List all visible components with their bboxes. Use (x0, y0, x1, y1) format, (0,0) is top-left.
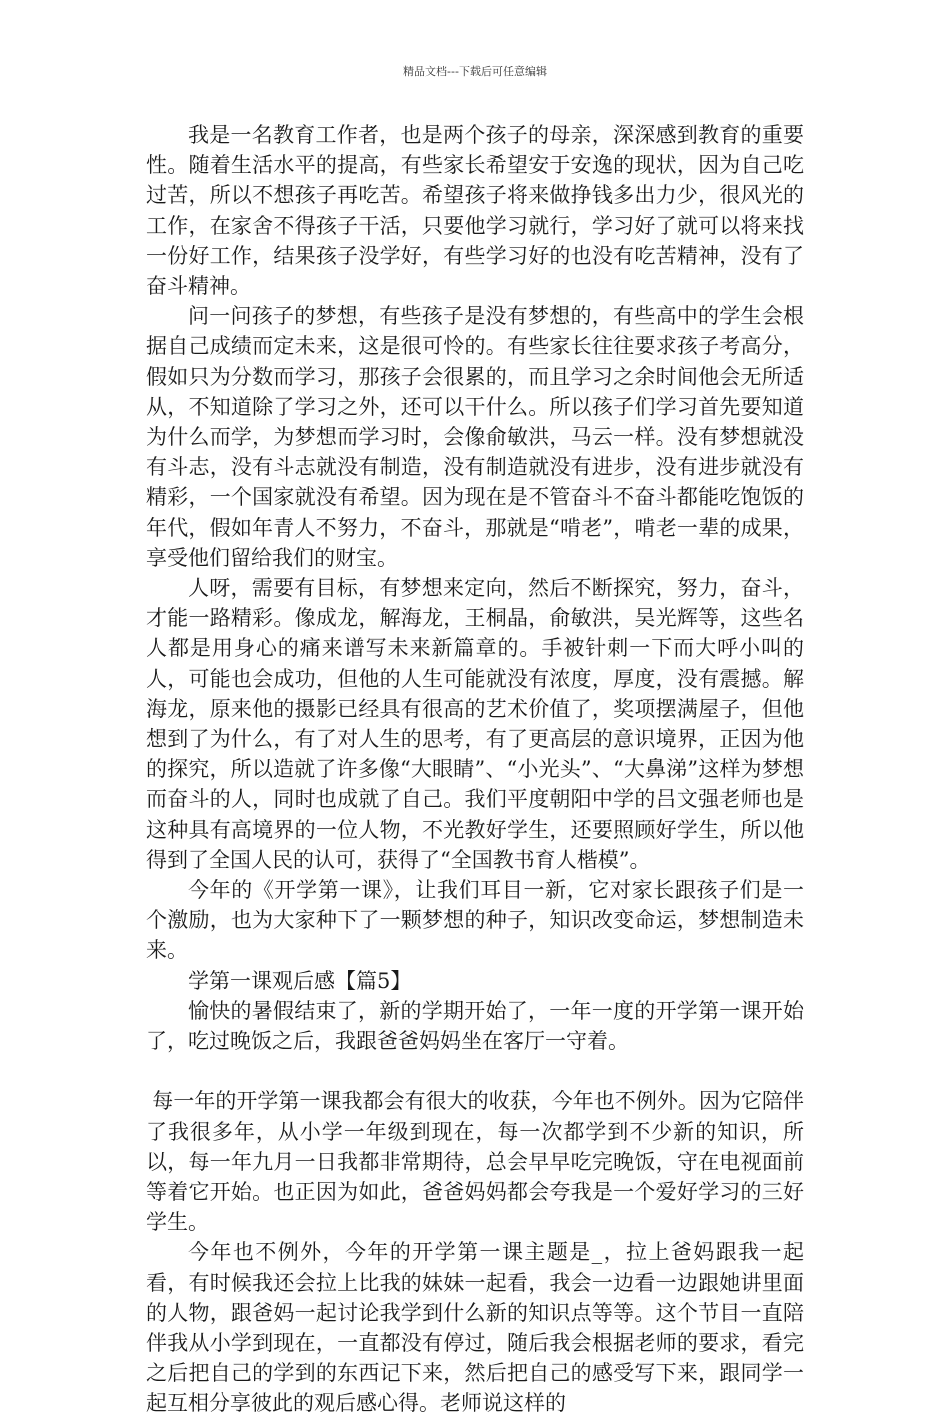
paragraph: 今年的《开学第一课》，让我们耳目一新，它对家长跟孩子们是一个激励，也为大家种下了一颗梦想的种子，知识改变命运，梦想制造未来。 (146, 878, 804, 963)
page-header: 精品文档---下载后可任意编辑 (403, 65, 547, 78)
document-body (146, 120, 804, 1419)
paragraph: 愉快的暑假结束了，新的学期开始了，一年一度的开学第一课开始了，吃过晚饭之后，我跟爸爸妈妈坐在客厅一守着。 (146, 998, 804, 1054)
paragraph: 人呀，需要有目标，有梦想来定向，然后不断探究，努力，奋斗，才能一路精彩。像成龙，解海龙，王桐晶，俞敏洪，吴光辉等，这些名人都是用身心的痛来谱写未来新篇章的。手被针刺一下而大呼小叫的人，可能也会成功，但他的人生可能就没有浓度，厚度，没有震撼。解海龙，原来他的摄影已经具有很高的艺术价值了，奖项摆满屋子，但他想到了为什么，有了对人生的思考，有了更高层的意识境界，正因为他的探究，所以造就了许多像“大眼睛”、“小光头”、“大鼻涕”这样为梦想而奋斗的人，同时也成就了自己。我们平度朝阳中学的吕文强老师也是这种具有高境界的一位人物，不光教好学生，还要照顾好学生，所以他得到了全国人民的认可，获得了“全国教书育人楷模”。 (146, 576, 804, 872)
paragraph: 我是一名教育工作者，也是两个孩子的母亲，深深感到教育的重要性。随着生活水平的提高，有些家长希望安于安逸的现状，因为自己吃过苦，所以不想孩子再吃苦。希望孩子将来做挣钱多出力少，很风光的工作，在家舍不得孩子干活，只要他学习就行，学习好了就可以将来找一份好工作，结果孩子没学好，有些学习好的也没有吃苦精神，没有了奋斗精神。 (146, 123, 804, 299)
paragraph: 今年也不例外，今年的开学第一课主题是_，拉上爸妈跟我一起看，有时候我还会拉上比我的妹妹一起看，我会一边看一边跟她讲里面的人物，跟爸妈一起讨论我学到什么新的知识点等等。这个节目一直陪伴我从小学到现在，一直都没有停过，随后我会根据老师的要求，看完之后把自己的学到的东西记下来，然后把自己的感受写下来，跟同学一起互相分享彼此的观后感心得。老师说这样的 (146, 1240, 804, 1416)
paragraph: 问一问孩子的梦想，有些孩子是没有梦想的，有些高中的学生会根据自己成绩而定未来，这是很可怜的。有些家长往往要求孩子考高分，假如只为分数而学习，那孩子会很累的，而且学习之余时间他会无所适从，不知道除了学习之外，还可以干什么。所以孩子们学习首先要知道为什么而学，为梦想而学习时，会像俞敏洪，马云一样。没有梦想就没有斗志，没有斗志就没有制造，没有制造就没有进步，没有进步就没有精彩，一个国家就没有希望。因为现在是不管奋斗不奋斗都能吃饱饭的年代，假如年青人不努力，不奋斗，那就是“啃老”，啃老一辈的成果，享受他们留给我们的财宝。 (146, 304, 804, 570)
paragraph: 每一年的开学第一课我都会有很大的收获，今年也不例外。因为它陪伴了我很多年，从小学一年级到现在，每一次都学到不少新的知识，所以，每一年九月一日我都非常期待，总会早早吃完晚饭，守在电视面前等着它开始。也正因为如此，爸爸妈妈都会夸我是一个爱好学习的三好学生。 (146, 1089, 804, 1235)
section-heading: 学第一课观后感【篇5】 (188, 968, 412, 993)
